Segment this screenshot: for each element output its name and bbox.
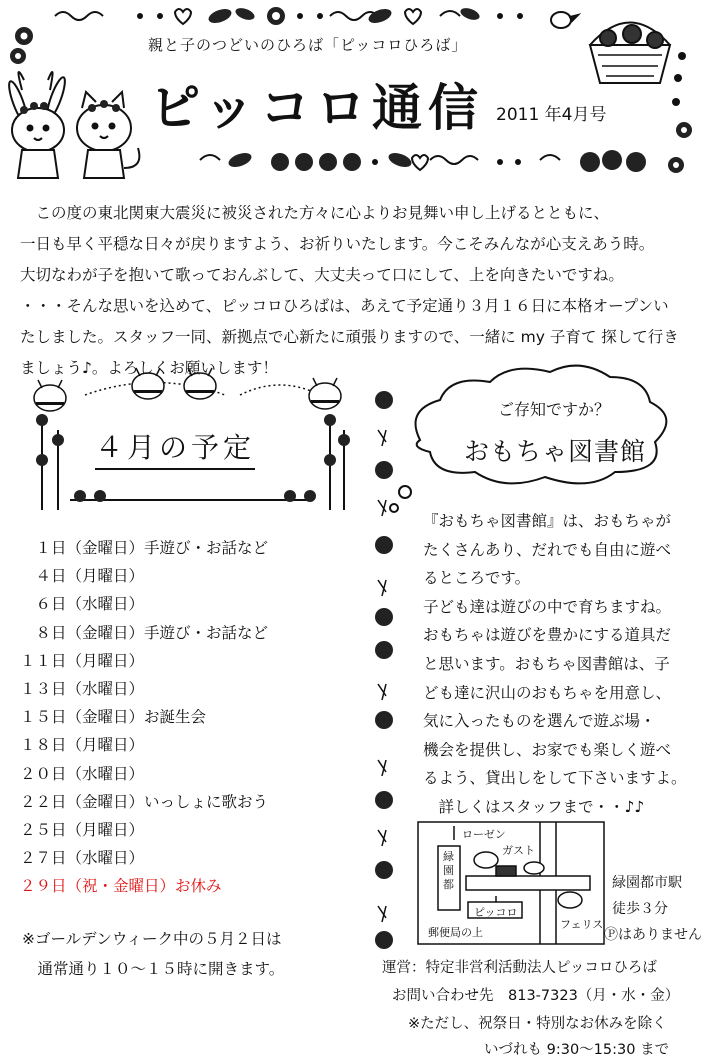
newsletter-title: ピッコロ通信 [150,79,484,137]
intro-message [20,198,700,384]
toy-library-line: 詳しくはスタッフまで・・♪♪ [423,797,645,816]
schedule-row: ８日（金曜日）手遊び・お話など [20,623,269,642]
schedule-title: ４月の予定 [95,426,255,470]
schedule-list [20,534,268,901]
parking-note: Ⓟはありません [604,927,702,943]
exception-line: ※ただし、祝祭日・特別なお休みを除く [408,1016,667,1032]
intro-line: たしました。スタッフ一同、新拠点で心新たに頑張りますので、一緒に my 子育て 探して行き [20,328,679,346]
operator-line: 運営：特定非営利活動法人ピッコロひろば [382,960,657,976]
map-label-picollo: ピッコロ [474,906,518,919]
flower-icon [10,27,33,64]
intro-line: 一日も早く平穏な日々が戻りますよう、お祈りいたします。今こそみんなが心支えあう時。 [20,235,655,253]
note-line: 通常通り１０～１５時に開きます。 [22,960,285,978]
toy-library-line: ども達に沢山のおもちゃを用意し、 [423,683,672,702]
dandelion-divider [378,430,386,922]
schedule-row: １１日（月曜日） [20,651,145,670]
schedule-row: ２０日（水曜日） [20,764,145,783]
issue-date: 2011 年4月号 [496,105,607,125]
top-flourish [55,11,460,20]
golden-week-note [22,924,284,984]
schedule-row: １３日（水曜日） [20,680,145,699]
toy-library-line: 『おもちゃ図書館』は、おもちゃが [423,512,672,530]
map-label-ferris: フェリス [560,918,604,931]
intro-line: ・・・そんな思いを込めて、ピッコロひろばは、あえて予定通り３月１６日に本格オープンい [20,297,669,315]
schedule-row: ２９日（祝・金曜日）お休み [20,877,222,896]
schedule-row: １５日（金曜日）お誕生会 [20,708,207,727]
rose-icon [271,150,646,172]
schedule-row: １８日（月曜日） [20,736,145,755]
flower-basket-illustration [590,23,670,84]
toy-library-line: たくさんあり、だれでも自由に遊べ [423,540,672,559]
bird-icon [551,12,578,28]
toy-library-title: おもちゃ図書館 [464,437,647,466]
intro-line: この度の東北関東大震災に被災された方々に心よりお見舞い申し上げるとともに、 [20,204,610,222]
toy-library-line: 機会を提供し、お家でも楽しく遊べ [423,740,672,759]
intro-line: 大切なわが子を抱いて歌っておんぶして、大丈夫って口にして、上を向きたいですね。 [20,266,624,284]
newsletter-subtitle: 親と子のつどいのひろば「ピッコロひろば」 [148,36,468,54]
cat-character [77,92,139,178]
note-line: ※ゴールデンウィーク中の５月２日は [22,930,282,948]
station-name: 緑園都市駅 [612,875,682,891]
toy-library-text [423,507,708,822]
toy-library-line: るよう、貸出しをして下さいますよ。 [423,769,687,788]
schedule-row: ６日（水曜日） [20,595,145,614]
schedule-row: ２７日（水曜日） [20,849,145,868]
dandelion-divider [375,391,393,949]
toy-library-line: 気に入ったものを選んで遊ぶ場・ [423,712,656,731]
schedule-row: ２５日（月曜日） [20,821,145,840]
schedule-row: １日（金曜日）手遊び・お話など [20,539,269,557]
map-label-gusto: ガスト [502,844,535,857]
bottom-flourish [200,155,560,164]
bunny-character [6,72,68,178]
heart-icon [412,155,428,170]
toy-library-line: 子ども達は遊びの中で育ちますね。 [423,597,672,616]
flower-icon [267,7,285,25]
map-label-post: 郵便局の上 [428,926,483,939]
map-label-rozen: ローゼン [462,828,506,841]
toy-library-line: るところです。 [423,569,531,588]
intro-line: ましょう♪。よろしくお願いします！ [20,359,278,377]
schedule-row: ４日（月曜日） [20,567,145,586]
toy-library-line: と思います。おもちゃ図書館は、子 [423,654,670,673]
schedule-row: ２２日（金曜日）いっしょに歌おう [20,792,269,811]
map-label-ryokuen: 緑園都 [443,850,454,891]
toy-library-line: おもちゃは遊びを豊かにする道具だ [423,626,672,645]
cloud-question: ご存知ですか？ [498,400,611,419]
bee-border [36,390,339,405]
flower-icon [668,122,692,173]
hours-line: いづれも 9:30～15:30 まで [484,1042,670,1058]
walk-time: 徒歩３分 [612,901,668,917]
contact-line: お問い合わせ先 813-7323（月・水・金） [392,988,680,1004]
